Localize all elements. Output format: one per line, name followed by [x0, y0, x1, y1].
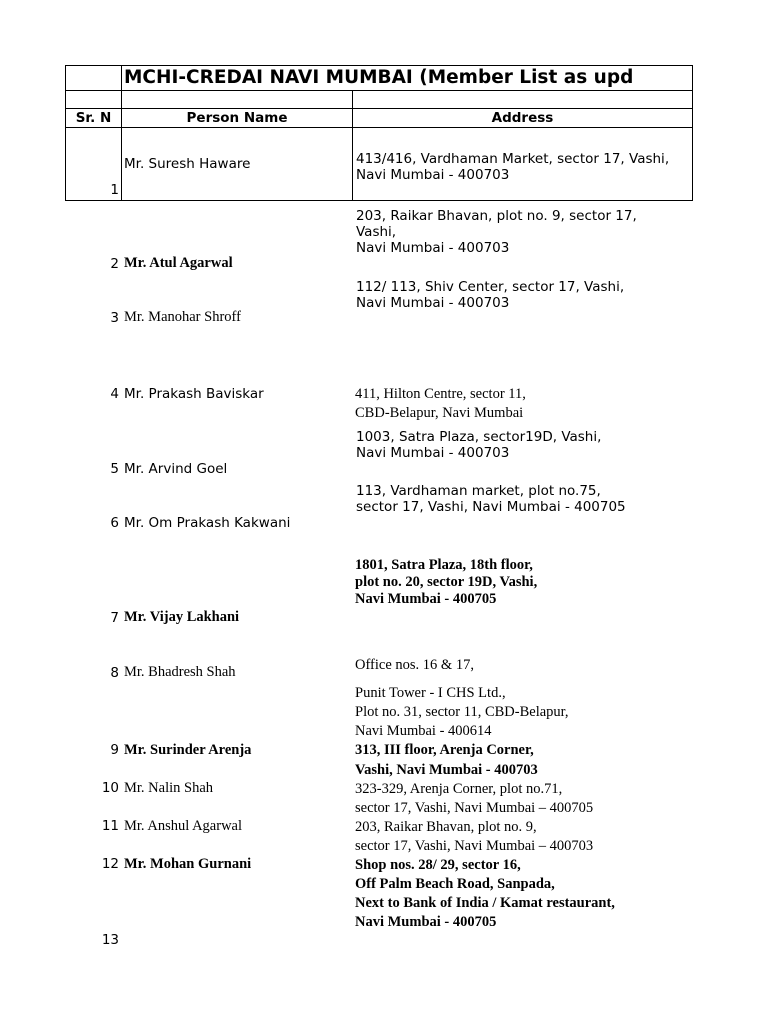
table-column-divider — [352, 90, 353, 201]
table-column-divider — [121, 65, 122, 201]
member-address-line: 203, Raikar Bhavan, plot no. 9, sector 17, — [356, 208, 637, 224]
member-address-line: CBD-Belapur, Navi Mumbai — [355, 405, 524, 421]
member-name: Mr. Manohar Shroff — [124, 309, 241, 325]
member-address-line: Punit Tower - I CHS Ltd., — [355, 685, 506, 701]
member-address-line: Off Palm Beach Road, Sanpada, — [355, 876, 555, 892]
member-address-line: Navi Mumbai - 400703 — [356, 240, 510, 256]
member-address-line: 1003, Satra Plaza, sector19D, Vashi, — [356, 429, 602, 445]
member-name: Mr. Atul Agarwal — [124, 255, 233, 271]
member-sr-number: 8 — [110, 665, 119, 681]
member-name: Mr. Bhadresh Shah — [124, 664, 236, 680]
member-address-line: 413/416, Vardhaman Market, sector 17, Vashi, — [356, 151, 670, 167]
member-address-line: 1801, Satra Plaza, 18th floor, — [355, 557, 533, 573]
member-sr-number: 4 — [110, 386, 119, 402]
table-right-border — [692, 65, 693, 201]
member-address-line: 323-329, Arenja Corner, plot no.71, — [355, 781, 563, 797]
table-bottom-border — [65, 200, 693, 201]
member-address-line: Navi Mumbai - 400614 — [355, 723, 492, 739]
member-sr-number: 11 — [101, 818, 119, 834]
member-address-line: Navi Mumbai - 400703 — [356, 167, 510, 183]
table-header-bottom-border — [65, 127, 693, 128]
member-address-line: Navi Mumbai - 400703 — [356, 445, 510, 461]
member-name: Mr. Arvind Goel — [124, 461, 228, 477]
member-address-line: sector 17, Vashi, Navi Mumbai – 400705 — [355, 800, 594, 816]
table-left-border — [65, 65, 66, 201]
member-address-line: plot no. 20, sector 19D, Vashi, — [355, 574, 538, 590]
member-address-line: Navi Mumbai - 400705 — [355, 914, 497, 930]
page-title: MCHI-CREDAI NAVI MUMBAI (Member List as upd — [124, 67, 634, 88]
member-sr-number: 7 — [110, 610, 119, 626]
member-sr-number: 10 — [101, 780, 119, 796]
member-address-line: Navi Mumbai - 400703 — [356, 295, 510, 311]
header-sr-no: Sr. N — [75, 110, 112, 126]
member-address-line: 112/ 113, Shiv Center, sector 17, Vashi, — [356, 279, 625, 295]
member-sr-number: 6 — [110, 515, 119, 531]
member-address-line: Plot no. 31, sector 11, CBD-Belapur, — [355, 704, 569, 720]
member-address-line: sector 17, Vashi, Navi Mumbai - 400705 — [356, 499, 626, 515]
member-name: Mr. Prakash Baviskar — [124, 386, 264, 402]
member-address-line: 313, III floor, Arenja Corner, — [355, 742, 534, 758]
table-row-divider — [65, 108, 693, 109]
member-address-line: 113, Vardhaman market, plot no.75, — [356, 483, 601, 499]
member-address-line: 203, Raikar Bhavan, plot no. 9, — [355, 819, 537, 835]
member-sr-number: 12 — [101, 856, 119, 872]
member-sr-number: 3 — [110, 310, 119, 326]
member-sr-number: 1 — [110, 182, 119, 198]
member-sr-number: 13 — [101, 932, 119, 948]
member-address-line: sector 17, Vashi, Navi Mumbai – 400703 — [355, 838, 594, 854]
member-address-line: Shop nos. 28/ 29, sector 16, — [355, 857, 521, 873]
member-name: Mr. Anshul Agarwal — [124, 818, 243, 834]
member-address-line: Navi Mumbai - 400705 — [355, 591, 497, 607]
member-address-line: Next to Bank of India / Kamat restaurant, — [355, 895, 615, 911]
member-name: Mr. Surinder Arenja — [124, 742, 252, 758]
member-sr-number: 5 — [110, 461, 119, 477]
header-person-name: Person Name — [186, 110, 288, 126]
member-name: Mr. Suresh Haware — [124, 156, 251, 172]
member-address-line: 411, Hilton Centre, sector 11, — [355, 386, 526, 402]
member-address-line: Vashi, — [356, 224, 397, 240]
header-address: Address — [491, 110, 554, 126]
member-name: Mr. Om Prakash Kakwani — [124, 515, 291, 531]
member-sr-number: 2 — [110, 256, 119, 272]
member-name: Mr. Vijay Lakhani — [124, 609, 240, 625]
member-address-line: Vashi, Navi Mumbai - 400703 — [355, 762, 538, 778]
member-address-line: Office nos. 16 & 17, — [355, 657, 474, 673]
member-sr-number: 9 — [110, 742, 119, 758]
member-name: Mr. Mohan Gurnani — [124, 856, 252, 872]
table-top-border — [65, 65, 693, 66]
member-name: Mr. Nalin Shah — [124, 780, 214, 796]
